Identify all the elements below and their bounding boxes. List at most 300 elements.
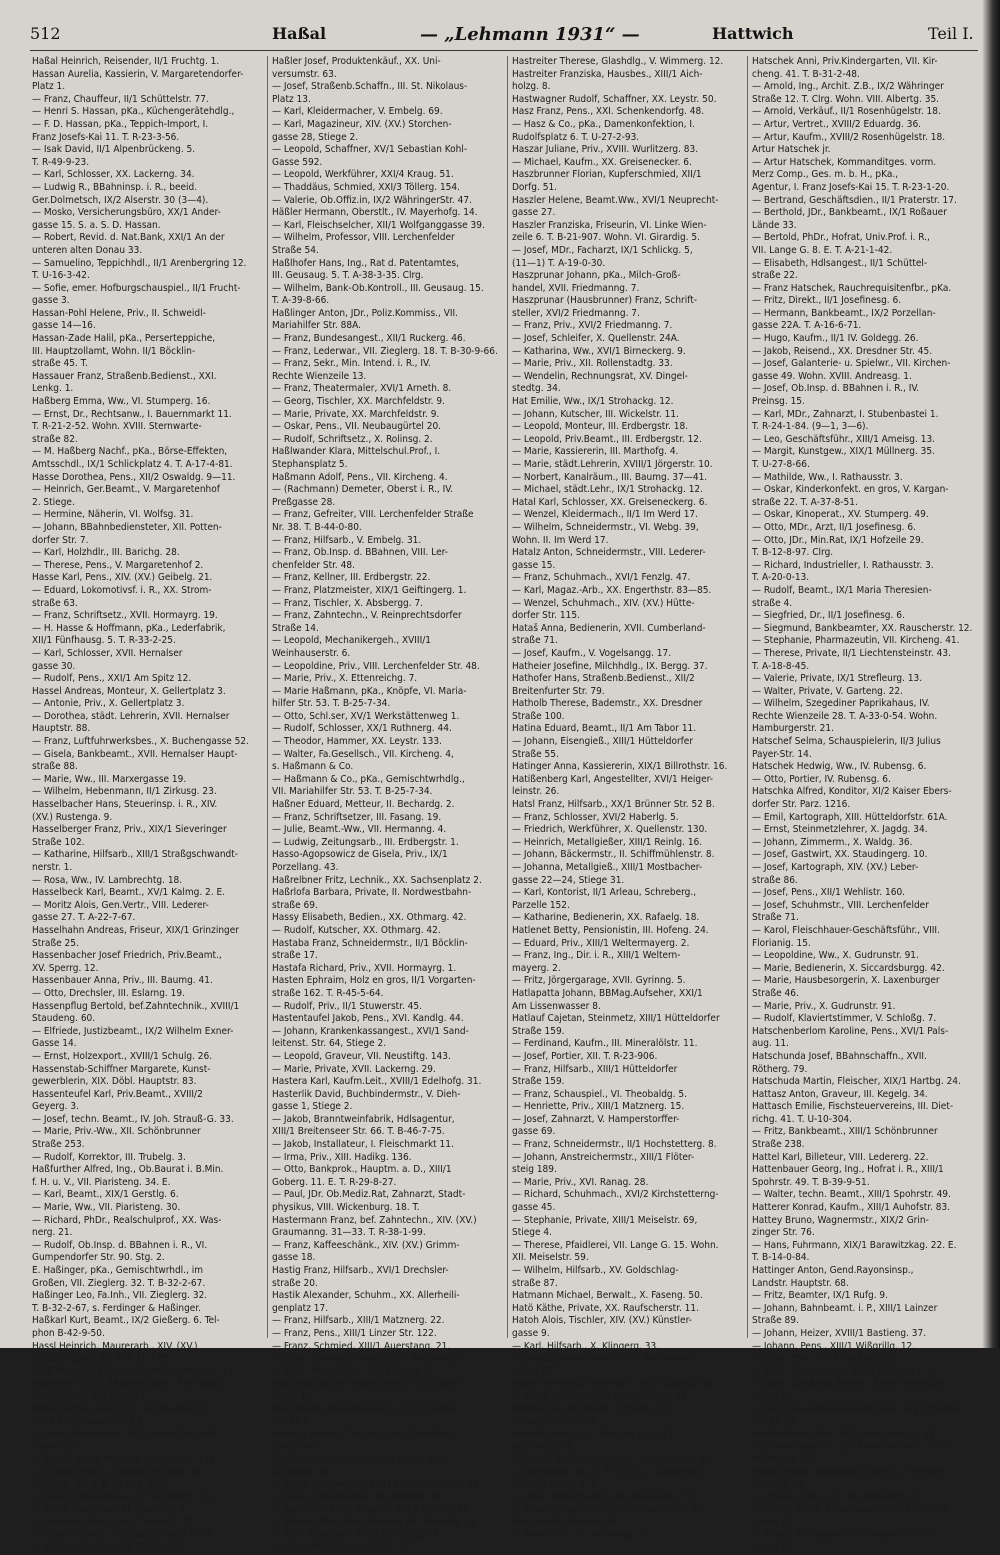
entry-line: Haszler Helene, Beamt.Ww., XVI/1 Neuprecht- (512, 194, 719, 206)
entry-line: Haszler Franziska, Friseurin, VI. Linke Wien- (512, 219, 707, 231)
entry-line: — Karl, Kontorist, II/1 Arleau, Schreberg., (512, 887, 697, 899)
entry-line: Hasso-Agopsowicz de Gisela, Priv., IX/1 (272, 849, 448, 861)
entry-line: straße 71. (512, 635, 558, 647)
entry-line: Mariahilfer Str. 88A. (272, 320, 361, 332)
entry-line: — Georg, Tischler, XX. Marchfeldstr. 9. (272, 396, 445, 408)
entry-line: VII. Mariahilfer Str. 53. T. B-25-7-34. (272, 786, 433, 798)
entry-line: — Therese, Private, II/1 Liechtensteinstr. 43. (752, 647, 951, 659)
entry-line: — Wilhelm, Bank-Ob.Kontroll., III. Geusaug. 15. (272, 282, 484, 294)
entry-line: Hattler Marie, Ww., VIII. Auerspergstr. 19. (752, 1428, 938, 1440)
entry-line: phon B-42-9-50. (32, 1327, 105, 1339)
entry-line: XII. Meiselstr. 59. (512, 1252, 589, 1264)
entry-line: Hauptstr. 88. (32, 723, 91, 735)
entry-line: — (Rachmann) Demeter, Oberst i. R., IV. (272, 484, 453, 496)
entry-line: — Arnold, Ing., Archit. Z.B., IX/2 Währinger (752, 81, 944, 93)
entry-line: — Karl, Steuerrevisionskommiss., II/1 Schüttel- (752, 1403, 963, 1415)
entry-line: — Franz, Ob.Insp. d. BBahnen, VIII. Ler- (272, 547, 448, 559)
entry-line: — Moritz Alois, Gen.Vertr., VIII. Lederer- (32, 899, 209, 911)
entry-line: — Jakob, Installateur, I. Fleischmarkt 11. (272, 1139, 454, 1151)
entry-line: Haßler Anna, Fleisch- u. Selchw.Versch., (32, 1403, 212, 1415)
entry-line: Spohrstr. 49. T. B-39-9-51. (752, 1176, 870, 1188)
entry-line: — Samuelino, Teppichhdl., II/1 Arenbergring 12. (32, 257, 247, 269)
entry-line: Weinhauserstr. 6. (272, 647, 351, 659)
entry-line: T. U-16-3-42. (32, 270, 90, 282)
entry-line: — Wendelin, Rechnungsrat, XV. Dingel- (512, 370, 688, 382)
entry-line: Straße 238. (752, 1139, 805, 1151)
entry-line: — Ernst, Steinmetzlehrer, X. Jagdg. 34. (752, 824, 928, 836)
entry-line: Hassenteufel Karl, Priv.Beamt., XVIII/2 (32, 1088, 203, 1100)
entry-line: T. R-24-1-84. (9—1, 3—6). (752, 421, 869, 433)
entry-line: — Oskar, Kinoperat., XV. Stumperg. 49. (752, 509, 929, 521)
entry-line: XIII/1 Breitenseer Str. 69. (32, 1416, 145, 1428)
entry-line: Hatterer Konrad, Kaufm., XIII/1 Auhofstr. 83. (752, 1202, 951, 1214)
entry-line: — Franz, Lederwar., VII. Zieglerg. 18. T. B-30-9-66. (272, 345, 498, 357)
entry-line: leitenst. Str. 64, Stiege 2. (272, 1038, 387, 1050)
entry-line: Hassenbacher Josef Friedrich, Priv.Beamt., (32, 950, 222, 962)
entry-line: — Katharine, Bedienerin, XX. Rafaelg. 18. (512, 912, 700, 924)
entry-line: — Leopold, Schaffner, XV/1 Sebastian Kohl- (272, 144, 468, 156)
entry-line: Straße 71. (752, 912, 799, 924)
entry-line: Haßrlofa Barbara, Private, II. Nordwestbahn- (272, 887, 472, 899)
entry-line: gewerblerin, XIX. Döbl. Hauptstr. 83. (32, 1076, 197, 1088)
entry-line: — Marie, Ww., VII. Piaristeng. 30. (32, 1202, 181, 1214)
entry-line: — Fritz, Bankbeamt., XIII/1 Schönbrunner (752, 1126, 938, 1138)
entry-line: Hatmann Michael, Berwalt., X. Faseng. 50. (512, 1290, 703, 1302)
entry-line: Hatschunda Josef, BBahnschaffn., XVII. (752, 1050, 927, 1062)
entry-line: Hattenbauer Georg, Ing., Hofrat i. R., XIII/1 (752, 1164, 944, 1176)
entry-line: — Rudolf, Schlosser, XX/1 Ruthnerg. 44. (272, 723, 452, 735)
entry-line: — Marie, städt.Lehrerin, XVIII/1 Jörgerstr. 10. (512, 459, 713, 470)
entry-line: Graumanng. 31—33. T. R-38-1-99. (272, 1227, 426, 1239)
entry-line: Hatschek Hedwig, Ww., IV. Rubensg. 6. (752, 761, 927, 773)
entry-line: — Franz, Dreher, XII/2 Czegmayerg. 64. (512, 1390, 690, 1402)
entry-line: Franzensbrückenstr. 26. (512, 1516, 620, 1528)
entry-line: — Michael, städt.Lehr., IX/1 Strohackg. 12. (512, 484, 704, 496)
entry-line: gasse 22A. T. A-16-6-71. (752, 320, 862, 332)
entry-line: Goldschlagstr. 81. T. A-31-1-65. (32, 1353, 173, 1365)
entry-line: — Johann, Anstreichermstr., XIII/1 Flöter- (512, 1151, 695, 1163)
entry-line: Stephansplatz 5. (272, 459, 348, 470)
entry-line: — Marie, Priv.-Ww., XII. Schönbrunner (32, 1126, 201, 1138)
entry-line: — Siegmund, Bankbeamter, XX. Rauscherstr. 12. (752, 622, 973, 634)
entry-line: — Michael, Kaufm., XX. Greisenecker. 6. (512, 156, 692, 168)
entry-line: — Hugo, Kaufm., II/1 IV. Goldegg. 26. (752, 333, 919, 345)
entry-line: — Margit, Kunstgew., XIX/1 Müllnerg. 35. (752, 446, 935, 458)
entry-line: Rechte Wienzeile 13. (272, 370, 367, 382)
entry-line: Hassenbauer Anna, Priv., III. Baumg. 41. (32, 975, 213, 987)
entry-line: Rudolfsplatz 6. T. U-27-2-93. (512, 131, 640, 143)
entry-line: Straße 25. (32, 937, 79, 949)
entry-line: — Bertrand, Geschäftsdien., II/1 Praterstr. 17. (752, 194, 957, 206)
entry-line: — Franz, Schuhmach., XVI/1 Fenzlg. 47. (512, 572, 691, 584)
entry-line: Haßlehner Otto, BBahnschaffn., XIV. Rauch- (32, 1378, 228, 1390)
entry-line: — Irma, Priv., XIII. Hadikg. 136. (272, 1151, 412, 1163)
entry-line: T. B-14-0-84. (752, 1252, 810, 1264)
entry-line: — Josef, Pens., XII/1 Wehlistr. 160. (752, 887, 906, 899)
entry-line: Gasse 14. (32, 1038, 77, 1050)
entry-line: Merz Comp., Ges. m. b. H., pKa., (752, 169, 899, 181)
entry-line: Hasse Dorothea, Pens., XII/2 Oswaldg. 9—11. (32, 471, 236, 483)
entry-line: mayerg. 2. (512, 962, 561, 974)
entry-line: — Otto, Bankprok., Hauptm. a. D., XIII/1 (272, 1164, 452, 1176)
entry-line: — Arnold, Verkäuf., II/1 Rosenhügelstr. 18. (752, 106, 941, 118)
entry-line: Hatsl Franz, Hilfsarb., XX/1 Brünner Str. 52 B. (512, 799, 715, 811)
entry-line: — Hasz & Co., pKa., Damenkonfektion, I. (512, 118, 695, 130)
entry-line: unteren alten Donau 33. (32, 244, 143, 256)
entry-line: (11—1) T. A-19-0-30. (512, 257, 606, 269)
entry-line: — Johann, Beamt., II/1 Erlafstr. 5. (32, 1542, 182, 1554)
entry-line: Am Lissenwasser 8. (512, 1000, 601, 1012)
entry-line: — Johann, Pens., XIII/1 Wißgrillg. 12. (752, 1340, 916, 1352)
entry-line: — Franz, Pens., XIII/1 Linzer Str. 122. (272, 1327, 437, 1339)
entry-line: straße 82. (32, 433, 78, 445)
entry-line: Hasse Karl, Pens., XIV. (XV.) Geibelg. 21. (32, 572, 213, 584)
entry-line: Seideng. 32. T. B-39-203. Clrg. (32, 1479, 170, 1491)
entry-line: — Marie, Priv., XII. Rollenstadtg. 33. (512, 358, 673, 370)
entry-line: genplatz 17. (272, 1302, 329, 1314)
entry-line: dorfer Str. 115. (512, 610, 580, 622)
entry-line: physikus, VIII. Wickenburg. 18. T. (272, 1202, 420, 1214)
entry-line: Hastnig Roman, Tischler, XIV. Goldschlag- (272, 1428, 460, 1440)
entry-line: — Franz, Hilfsarb., XIII/1 Hütteldorfer (512, 1063, 678, 1075)
entry-line: — Eduard, Priv., XIII/1 Weltermayerg. 2. (512, 937, 690, 949)
entry-line: steig 189. (512, 1164, 557, 1176)
entry-line: — Stephanie, Private, XIII/1 Meiselstr. 69, (512, 1214, 698, 1226)
entry-line: — Isak David, II/1 Alpenbrückeng. 5. (32, 144, 196, 156)
entry-line: Preinsg. 15. (752, 396, 805, 408)
entry-line: — Fritz, Direkt., II/1 Josefinesg. 6. (752, 295, 902, 307)
entry-line: Böcklinstr. 16. (512, 1441, 576, 1453)
entry-line: gasse 9. (512, 1327, 550, 1339)
entry-line: Platz 13. (272, 93, 311, 105)
entry-line: Hassl Heinrich, Maurerarb., XIV. (XV.) (32, 1340, 198, 1352)
entry-line: Hastafa Richard, Priv., XVII. Hormayrg. 1. (272, 962, 457, 974)
entry-line: — Katharina, Ww., XVI/1 Birneckerg. 9. (512, 345, 686, 357)
entry-line: — Josef, MDr., Facharzt, IX/1 Schlickg. 5, (512, 244, 693, 256)
entry-line: — Rosa, Hilfsarb., III. Köllig. 30. (272, 1542, 412, 1554)
entry-line: — Josef, Portier, XII. T. R-23-906. (512, 1050, 658, 1062)
entry-line: gasse 15. S. a. S. D. Hassan. (32, 219, 161, 231)
entry-line: — H. Hasse & Hoffmann, pKa., Lederfabrik, (32, 622, 226, 634)
entry-line: — Rudolf, Beamt., IX/1 Maria Theresien- (752, 584, 932, 596)
entry-line: gasse 27. (512, 207, 556, 219)
entry-line: s. Haßmann & Co. (272, 761, 354, 773)
page-edge-shadow (982, 0, 1000, 1348)
entry-line: — Siegfried, Dr., II/1 Josefinesg. 6. (752, 610, 905, 622)
entry-line: — Ferdinand, Kaufm., III. Mineralölstr. 11. (512, 1038, 698, 1050)
entry-line: Hatheier Josefine, Milchhdlg., IX. Bergg. 37. (512, 660, 708, 672)
entry-line: f. H. u. V., VII. Piaristeng. 34. E. (32, 1176, 171, 1188)
entry-line: Haßner Eduard, Metteur, II. Bechardg. 2. (272, 799, 455, 811)
entry-line: chenfelder Str. 48. (272, 559, 355, 571)
entry-line: — Leopold, Priv.Beamt., III. Erdbergstr. 12. (512, 433, 702, 445)
entry-line: — Josef, Straßenb.Angest., XVI/1 Kollerg. 40. (272, 1504, 473, 1516)
entry-line: — Josef, Kartograph, XIV. (XV.) Leber- (752, 862, 919, 873)
entry-line: Hatschef Rudolf, Reisender, XX. Wehlistr. 94. (512, 1453, 713, 1465)
entry-line: Wohn. II. Im Werd 17. (512, 534, 609, 546)
entry-line: — Hermine, Pens., XVI. Thaliastr. 72. (32, 1516, 197, 1528)
entry-line: Parzelle 152. (512, 899, 570, 911)
entry-line: VII. Lange G. 8. E. T. A-21-1-42. (752, 244, 893, 256)
entry-line: XIII/1 Breitenseer Str. 66. T. B-46-7-75. (272, 1126, 445, 1138)
entry-line: Hattey Bruno, Wagnermstr., XIX/2 Grin- (752, 1214, 929, 1226)
entry-line: Straße 159. (512, 1025, 565, 1037)
entry-line: Hasselhahn Andreas, Friseur, XIX/1 Grinzinger (32, 924, 239, 936)
entry-line: Haßfurther Alfred, Ing., Ob.Baurat i. B.Min. (32, 1164, 224, 1176)
column-divider (267, 56, 268, 1338)
entry-line: gasse 69. (512, 1126, 556, 1138)
entry-line: Hassauer Franz, Straßenb.Bedienst., XXI. (32, 370, 217, 382)
entry-line: — Franz, Kaffeeschänk., XIV. (XV.) Grimm- (272, 1239, 460, 1251)
page-header (0, 24, 1000, 50)
entry-line: — Josef, Zahnarzt, V. Hamperstorffer- (512, 1113, 680, 1125)
entry-line: — Heinrich, Ger.Beamt., V. Margaretenhof (32, 484, 220, 496)
entry-line: Hastera Karl, Kaufm.Leit., XVIII/1 Edelhofg. 31. (272, 1076, 482, 1088)
header-last-entry: Hattwich (712, 24, 794, 43)
entry-line: — Josef, Bahnbeamt., XIX/1 Schegarg. 3. (752, 1365, 936, 1377)
entry-line: Hassan-Zade Halil, pKa., Perserteppiche, (32, 333, 216, 345)
entry-line: Haßler Josef, Produktenkäuf., XX. Uni- (272, 56, 441, 67)
entry-line: Hasselberger Franz, Priv., XIX/1 Sieveringer (32, 824, 227, 836)
entry-line: — Franz, Bundesangest., XII/1 Ruckerg. 46. (272, 333, 466, 345)
entry-line: holzg. 8. (512, 81, 551, 93)
entry-line: — Wilhelm, Hebenmann, II/1 Zirkusg. 23. (32, 786, 217, 798)
entry-line: — Rudolf, Ob.Insp. d. BBahnen i. R., VI. (32, 1239, 208, 1251)
entry-line: gasse 28, Stiege 2. (272, 131, 359, 143)
entry-line: T. U-27-8-66. (752, 459, 810, 470)
entry-line: — Wenzel, Kleidermach., II/1 Im Werd 17. (512, 509, 699, 521)
entry-line: — Julie, Beamt.-Ww., VII. Hermanng. 4. (272, 824, 447, 836)
entry-line: Porzellang. 43. (272, 862, 339, 873)
entry-line: — Franz, Schneidermstr., II/1 Hochstetterg. 8. (512, 1139, 717, 1151)
entry-line: — Valerie, Ob.Offiz.in, IX/2 WähringerStr. 47. (272, 194, 472, 206)
entry-line: gasse 66. (752, 1390, 796, 1402)
entry-line: Hastaba Franz, Schneidermstr., II/1 Böcklin- (272, 937, 468, 949)
entry-line: — Eugen, Hüte u. Kappen en gros, VII. (32, 1466, 204, 1478)
entry-line: — Ernst, Holzexport., XVIII/1 Schulg. 26. (32, 1050, 213, 1062)
entry-line: — Wilhelm, Schneidermstr., VI. Webg. 39, (512, 521, 699, 533)
entry-line: — Rudolf, Pens., XXI/1 Am Spitz 12. (32, 673, 192, 685)
entry-line: — Otto, Portier, IV. Rubensg. 6. (752, 773, 891, 785)
entry-line: — M. Haßberg Nachf., pKa., Börse-Effekten, (32, 446, 228, 458)
entry-line: — Leopold, Graveur, VII. Neustiftg. 143. (272, 1050, 451, 1062)
entry-line: — Haßmann & Co., pKa., Gemischtwrhdlg., (272, 773, 465, 785)
entry-line: gasse 3. (32, 295, 70, 307)
entry-line: — Rudolf, Klaviertstimmer, V. Schloßg. 7. (752, 1013, 937, 1025)
entry-line: Hamburgerstr. 21. (752, 723, 834, 735)
entry-line: Goberg. 11. E. T. R-29-8-27. (272, 1176, 397, 1188)
entry-line: — Hans, Fuhrmann, XIX/1 Barawitzkag. 22. E. (752, 1239, 957, 1251)
entry-line: Hatschka Alfred, Konditor, XI/2 Kaiser Ebers- (752, 786, 952, 798)
entry-line: — Ludwig, Zeitungsarb., III. Erdbergstr. 1. (272, 836, 459, 848)
entry-line: — Franz, Ingenieur, III. Mechelg. 6. (32, 1504, 188, 1516)
entry-line: — Anna, Kontoristin, XV/1 Sebastian Kohl- (32, 1428, 221, 1440)
entry-line: — Otto, Schl.ser, XV/1 Werkstättenweg 1. (272, 710, 460, 722)
entry-line: — Johann, Krankenkassangest., XVI/1 Sand- (272, 1025, 469, 1037)
entry-line: Haszbrunner Florian, Kupferschmied, XII/1 (512, 169, 702, 181)
entry-line: — Norbert, Kanalräum., III. Baumg. 37—41. (512, 471, 708, 483)
entry-line: — Ernst, Dr., Rechtsanw., I. Bauernmarkt 11. (32, 408, 232, 420)
entry-line: — Rosa, Ww., IV. Lambrechtg. 18. (32, 874, 183, 886)
entry-line: Straße 46. (752, 987, 799, 999)
entry-line: — Josef, Straßenb.Schaffn., III. St. Nikolaus- (272, 81, 468, 93)
entry-line: — Anna, Hauswartin, XIII/1 Hütteldorferstr. 18. (272, 1479, 481, 1491)
entry-line: Großen, VII. Zieglerg. 32. T. B-32-2-67. (32, 1277, 206, 1289)
entry-line: — Josef, Kaufm., V. Vogelsangg. 17. (512, 647, 672, 659)
entry-line: — Josef, Bahnbediensteter, III. Rennweg 1. (272, 1353, 464, 1365)
entry-line: Geyerg. 3. (32, 1101, 79, 1113)
entry-line: Hatschuda Martin, Fleischer, XIX/1 Hartbg. 24. (752, 1076, 961, 1088)
entry-line: — Marie, Priv., X. Ettenreichg. 7. (272, 673, 418, 685)
entry-line: Nr. 38. T. B-44-0-80. (272, 521, 362, 533)
entry-line: Haßlinger Anton, JDr., Poliz.Kommiss., VII. (272, 307, 459, 319)
entry-line: — Karl, Hilfsarb., X. Klingerg. 33. (512, 1340, 660, 1352)
entry-line: dlerg. 16. (272, 1390, 315, 1402)
entry-line: — Franz, Zahntechn., V. Reinprechtsdorfer (272, 610, 462, 622)
entry-line: Hastreiter Franziska, Hausbes., XIII/1 Aich- (512, 68, 703, 80)
entry-line: Hastentaufel Jakob, Pens., XVI. Kandlg. 44. (272, 1013, 464, 1025)
entry-line: Hatalz Anton, Schneidermstr., VIII. Lederer- (512, 547, 706, 559)
entry-line: — Karl, Schlosser, XX. Lackerng. 34. (32, 169, 195, 181)
entry-line: Straße 102. (32, 836, 85, 848)
entry-line: — Henri S. Hassan, pKa., Küchengerätehdlg., (32, 106, 235, 118)
entry-line: — Marie, Bedienerin, X. Siccardsburgg. 42. (752, 962, 945, 974)
entry-line: — F. D. Hassan, pKa., Teppich-Import, I. (32, 118, 209, 130)
entry-line: — Otto, JDr., Min.Rat, IX/1 Hofzeile 29. (752, 534, 924, 546)
entry-line: Lände 33. (752, 219, 797, 231)
entry-line: Hastreiter Adolf, Zeitungs-Exped., XVII. (272, 1453, 448, 1465)
entry-line: — Amalie, Papier- u. Galanteriewrhdlg., II/1 (512, 1504, 706, 1516)
entry-line: — Josef, techn. Beamt., IV. Joh. Strauß-G. 33. (32, 1113, 234, 1125)
entry-line: gasse 1, Stiege 2. (272, 1101, 353, 1113)
entry-line: — Hermine, Näherin, VI. Wolfsg. 31. (32, 509, 194, 521)
entry-line: Hatlapatta Johann, BBMag.Aufseher, XXI/1 (512, 987, 703, 999)
entry-line: — Karl, Magazineur, XIV. (XV.) Storchen- (272, 118, 452, 130)
entry-line: — Franz, Schauspiel., VI. Theobaldg. 5. (512, 1088, 687, 1100)
entry-line: Hatina Eduard, Beamt., II/1 Am Tabor 11. (512, 723, 697, 735)
entry-line: Hattwich Alfred, Hdlsangest., XVI/1 Wichtel- (752, 1504, 950, 1516)
entry-line: — Anton, akad. Maler, X. Quellenstr. 121. (32, 1453, 218, 1465)
entry-line: — Marie, Priv., X. Gudrunstr. 91. (752, 1000, 896, 1012)
entry-line: Florianig. 15. (752, 937, 811, 949)
entry-line: — Franz, Hilfsmonteur, IV. Schäfferg. 10. (32, 1491, 214, 1503)
entry-line: Breitenfurter Str. 79. (512, 685, 605, 697)
entry-line: — Johann, Maschinschlosser, XV. Tanneng. 16. (272, 1516, 480, 1528)
entry-line: — Artur, Vertret., XVIII/2 Eduardg. 36. (752, 118, 922, 130)
header-part: Teil I. (928, 24, 974, 43)
entry-line: Straße 54. (272, 244, 319, 256)
entry-line: dorfer Str. Parz. 1216. (752, 799, 851, 811)
entry-line: — Richard, Schuhmach., XVI/2 Kirchstetterng- (512, 1189, 719, 1201)
entry-line: — Walter, Private, V. Garteng. 22. (752, 685, 903, 697)
entry-line: T. R-21-2-52. Wohn. XVIII. Sternwarte- (32, 421, 202, 433)
entry-line: — Franz, Gefreiter, VIII. Lerchenfelder Straße (272, 509, 474, 521)
entry-line: — Franz, Kellner, III. Erdbergstr. 22. (272, 572, 431, 584)
entry-line: I. Hoher Markt 7. T. (512, 1479, 598, 1491)
entry-line: — Fritz, Beamter, IX/1 Rufg. 9. (752, 1290, 889, 1302)
entry-line: gasse 18. (272, 1252, 316, 1264)
entry-line: straße 88. (32, 761, 78, 773)
entry-line: — Josef, Ob.Insp. d. BBahnen i. R., IV. (752, 383, 920, 395)
directory-column-3 (512, 56, 744, 1541)
entry-line: — Josef, Schuhmstr., VIII. Lerchenfelder (752, 899, 929, 911)
entry-line: 2. Stiege. (32, 496, 75, 508)
entry-line: Gasse 592. (32, 1441, 83, 1453)
entry-line: — Valerie, Private, IX/1 Strefleurg. 13. (752, 673, 923, 685)
entry-line: Hastermann Franz, bef. Zahntechn., XIV. (XV.) (272, 1214, 477, 1226)
entry-line: storferg. 76. (752, 1479, 808, 1491)
entry-line: — Marie, Private, XX. Marchfeldstr. 9. (272, 408, 440, 420)
entry-line: Payer-Str. 14. (752, 748, 812, 760)
entry-line: — Wilhelm, Hilfsarb., XV. Goldschlag- (512, 1265, 679, 1276)
entry-line: T. A-18-8-45. (752, 660, 810, 672)
entry-line: — Otto, MDr., Arzt, II/1 Josefinesg. 6. (752, 521, 916, 533)
entry-line: steller, XVI/2 Friedmanng. 7. (512, 307, 640, 319)
entry-line: Straße 89. (752, 1315, 799, 1327)
entry-line: Straße 55. (512, 748, 559, 760)
entry-line: straße 40. (272, 1441, 318, 1453)
entry-line: Hastwagner Rudolf, Schaffner, XX. Leystr. 50. (512, 93, 717, 105)
entry-line: — Rudolf, Korrektor, III. Trubelg. 3. (32, 1151, 186, 1163)
entry-line: Staudeng. 60. (32, 1013, 96, 1025)
entry-line: Lacknerg. 30. (272, 1466, 334, 1478)
entry-line: — Walter, Fa.Gesellsch., VII. Kircheng. 4, (272, 748, 454, 760)
entry-line: — Franz, Schlosser, XVI/2 Haberlg. 5. (512, 811, 679, 823)
entry-line: — Artur Hatschek, Kommanditges. vorm. (752, 156, 937, 168)
entry-line: Hattel Karl, Billeteur, VIII. Ledererg. 22. (752, 1151, 929, 1163)
entry-line: Hatal Karl, Schlosser, XX. Greiseneckerg. 6. (512, 496, 708, 508)
entry-line: — Rudolf, Schriftsetz., X. Rolinsg. 2. (272, 433, 433, 445)
entry-line: — Robert, Revid. d. Nat.Bank, XXI/1 An der (32, 232, 225, 244)
entry-line: — Johann, Heizer, XVIII/1 Bastieng. 37. (752, 1327, 927, 1339)
entry-line: straße 45. T. (32, 358, 88, 370)
entry-line: T. B-12-8-97. Clrg. (752, 547, 834, 559)
entry-line: — Berthold, JDr., Bankbeamt., IX/1 Roßauer (752, 207, 947, 219)
entry-line: Hathofer Hans, Straßenb.Bedienst., XII/2 (512, 673, 695, 685)
directory-column-1 (32, 56, 264, 1554)
entry-line: — Therese, Pfaidlerei, VII. Lange G. 15. Wohn. (512, 1239, 719, 1251)
entry-line: — Johann, Offiz. i. P., XV. Felberstr. 22. (752, 1491, 923, 1503)
entry-line: Ger.Dolmetsch, IX/2 Alserstr. 30 (3—4). (32, 194, 209, 206)
entry-line: gasse 14—16. (32, 320, 96, 332)
entry-line: — Franz, Hilfsarbeiter, XV. Märzstr. 23. (272, 1491, 445, 1503)
entry-line: — Josef, Hutmacher, XIII/1 Kostg. 7. (272, 1365, 432, 1377)
entry-line: straße 17. (272, 950, 318, 962)
entry-line: gasse 25. (512, 1365, 556, 1377)
entry-line: Hatißenberg Karl, Angestellter, XVI/1 Heiger- (512, 773, 713, 785)
entry-line: — Franz, Schmied, XIII/1 Auerstang. 21. (272, 1340, 451, 1352)
entry-line: straße 162. T. R-45-5-64. (272, 987, 384, 999)
entry-line: — Franz, Sekr., Min. Intend. i. R., IV. (272, 358, 431, 370)
entry-line: Hassel Andreas, Monteur, X. Gellertplatz 3. (32, 685, 226, 697)
entry-line: — Sofie, emer. Hofburgschauspiel., II/1 Frucht- (32, 282, 241, 294)
entry-line: Hatschef Selma, Schauspielerin, II/3 Julius (752, 736, 941, 748)
entry-line: — Paul, JDr. Ob.Mediz.Rat, Zahnarzt, Stadt- (272, 1189, 466, 1201)
entry-line: — Franz Hatschek, Rauchrequisitenfbr., pKa. (752, 282, 952, 294)
directory-column-4 (752, 56, 984, 1554)
entry-line: — Richard, Industrieller, I. Rathausstr. 3. (752, 559, 934, 571)
entry-line: — Franz, Schriftsetz., XVII. Hormayrg. 19. (32, 610, 218, 622)
entry-line: T. B-32-2-67, s. Ferdinger & Haßinger. (32, 1302, 201, 1314)
entry-line: Hatton Franz, Straßenb.Schaffn., X. Perner- (752, 1466, 946, 1478)
header-rule (30, 50, 978, 51)
entry-line: — Karl, Beamt., XIX/1 Gerstlg. 6. (32, 1189, 179, 1201)
entry-line: (XV.) Rustenga. 9. (32, 811, 113, 823)
entry-line: — Hilda, Private, XIII/1 Breitenseer Str. 6. (32, 1529, 217, 1541)
entry-line: Haßlhofer Hans, Ing., Rat d. Patentamtes, (272, 257, 459, 269)
entry-line: — Antonie, Priv., X. Gellertplatz 3. (32, 698, 185, 710)
entry-line: — Leopoldine, Ww., X. Gudrunstr. 91. (752, 950, 919, 962)
